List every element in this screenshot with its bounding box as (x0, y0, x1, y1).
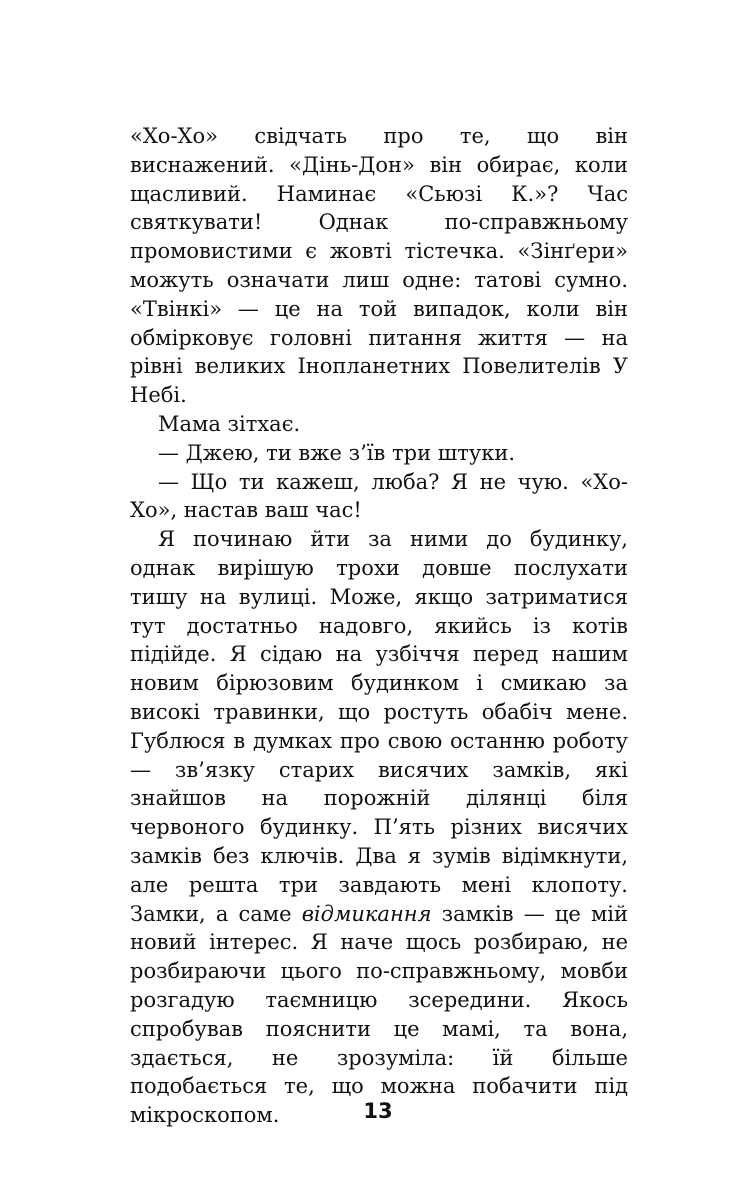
paragraph-4: — Що ти кажеш, люба? Я не чую. «Хо-Хо», настав ваш час! (130, 469, 628, 523)
paragraph-1: «Хо-Хо» свідчать про те, що він виснажений. «Дінь-Дон» він обирає, коли щасливий. Наминає «Сьюзі К.»? Час святкувати! Однак по-справжньому промовистими є жовті тістечка. «Зінґери» можуть означати лиш одне: татові сумно. «Твінкі» — це на той випадок, коли він обмірковує головні питання життя — на рівні великих Інопланетних Повелителів У Небі. (130, 124, 628, 408)
paragraph-5-part-2: замків — це мій новий інтерес. Я наче щось розбираю, не розбираючи цього по-справжньому, мовби розгадую таємницю зсередини. Якось спробував пояснити це мамі, та вона, здається, не зрозуміла: їй більше подобається те, що можна побачити під мікроскопом. (130, 901, 629, 1128)
paragraph-5 (130, 525, 628, 1130)
page-number: 13 (363, 1099, 393, 1123)
paragraph-5-part-1: Я починаю йти за ними до будинку, однак вирішую трохи довше послухати тишу на вулиці. Може, якщо затриматися тут достатньо надовго, якийсь із котів підійде. Я сідаю на узбіччя перед нашим новим бірюзовим будинком і смикаю за високі травинки, що ростуть обабіч мене. Гублюся в думках про свою останню роботу — зв’язку старих висячих замків, які знайшов на порожній ділянці біля червоного будинку. П’ять різних висячих замків без ключів. Два я зумів відімкнути, але решта три завдають мені клопоту. Замки, а саме (130, 527, 628, 926)
body-text (130, 122, 628, 1130)
paragraph-3: — Джею, ти вже з’їв три штуки. (158, 440, 516, 465)
paragraph-2: Мама зітхає. (158, 411, 301, 436)
emphasized-word: відмикання (301, 901, 432, 926)
